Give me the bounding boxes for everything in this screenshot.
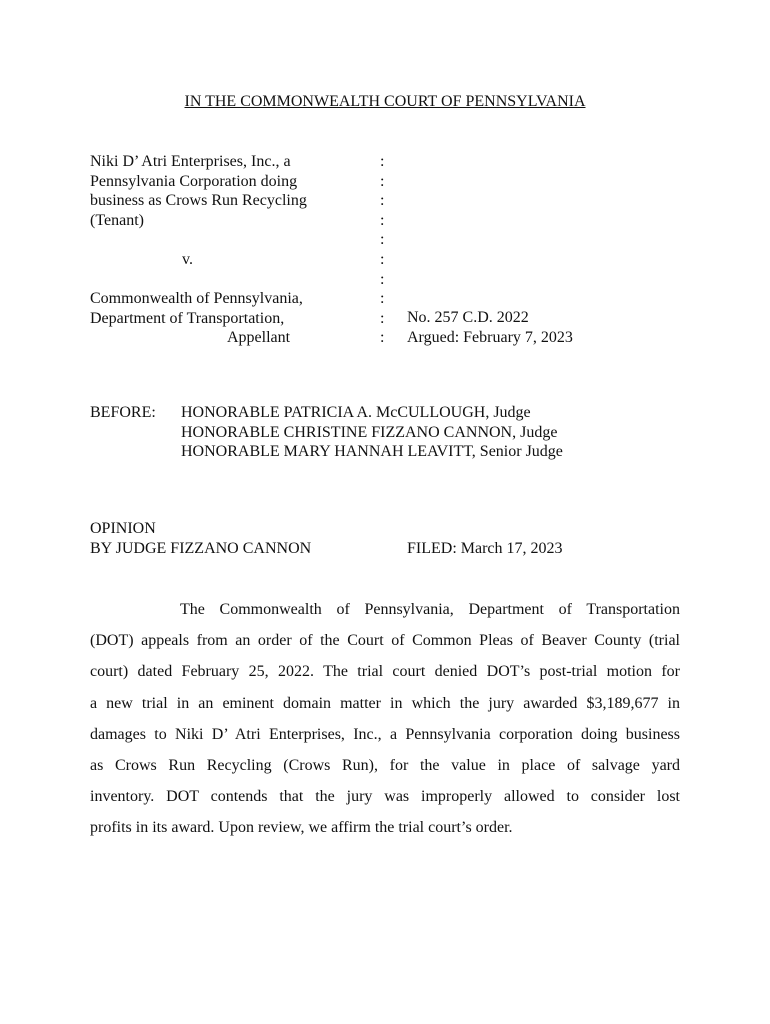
- body-line: as Crows Run Recycling (Crows Run), for the value in place of salvage yard: [90, 756, 680, 774]
- caption-line: [90, 270, 307, 290]
- body-line: a new trial in an eminent domain matter in which the jury awarded $3,189,677 in: [90, 694, 680, 712]
- judge-name: HONORABLE PATRICIA A. McCULLOUGH, Judge: [181, 404, 531, 421]
- judges-list: [181, 403, 563, 462]
- opinion-heading-block: [90, 519, 311, 558]
- caption-line: business as Crows Run Recycling: [90, 192, 307, 210]
- caption-colon: :: [380, 172, 385, 190]
- caption-line: Niki D’ Atri Enterprises, Inc., a: [90, 153, 291, 170]
- body-line: court) dated February 25, 2022. The trial court denied DOT’s post-trial motion for: [90, 663, 680, 681]
- filed-date: FILED: March 17, 2023: [407, 540, 563, 557]
- caption-colon: :: [380, 231, 385, 249]
- caption-line: Commonwealth of Pennsylvania,: [90, 290, 303, 308]
- caption-colon: :: [380, 153, 385, 170]
- versus-label: v.: [182, 250, 193, 268]
- body-line: (DOT) appeals from an order of the Court of Common Pleas of Beaver County (trial: [90, 632, 680, 650]
- before-label: BEFORE:: [90, 404, 156, 421]
- opinion-body-paragraph: [90, 600, 680, 850]
- appellant-label: Appellant: [227, 329, 291, 347]
- opinion-author: BY JUDGE FIZZANO CANNON: [90, 539, 312, 557]
- caption-colon: :: [380, 250, 385, 268]
- caption-line: Department of Transportation,: [90, 309, 285, 327]
- caption-colon: :: [380, 309, 385, 327]
- caption-colon: :: [380, 290, 385, 308]
- case-docket-info: [407, 308, 573, 347]
- argued-date: Argued: February 7, 2023: [407, 328, 573, 346]
- caption-colon: :: [380, 270, 385, 288]
- docket-number: No. 257 C.D. 2022: [407, 309, 529, 326]
- caption-line: (Tenant): [90, 211, 144, 229]
- body-line: inventory. DOT contends that the jury was improperly allowed to consider lost: [90, 788, 680, 806]
- judge-name: HONORABLE CHRISTINE FIZZANO CANNON, Judge: [181, 423, 558, 441]
- case-caption-parties: [90, 152, 307, 348]
- caption-colon: :: [380, 329, 385, 347]
- caption-colon-column: [380, 152, 384, 348]
- judge-name: HONORABLE MARY HANNAH LEAVITT, Senior Judge: [181, 443, 563, 461]
- caption-colon: :: [380, 211, 385, 229]
- caption-colon: :: [380, 192, 385, 210]
- body-line: damages to Niki D’ Atri Enterprises, Inc., a Pennsylvania corporation doing business: [90, 725, 680, 743]
- caption-line: [90, 230, 307, 250]
- body-line: profits in its award. Upon review, we affirm the trial court’s order.: [90, 819, 513, 837]
- body-line: The Commonwealth of Pennsylvania, Department of Transportation: [180, 601, 680, 618]
- caption-line: Pennsylvania Corporation doing: [90, 172, 298, 190]
- court-title: IN THE COMMONWEALTH COURT OF PENNSYLVANIA: [184, 93, 586, 110]
- opinion-heading: OPINION: [90, 520, 156, 537]
